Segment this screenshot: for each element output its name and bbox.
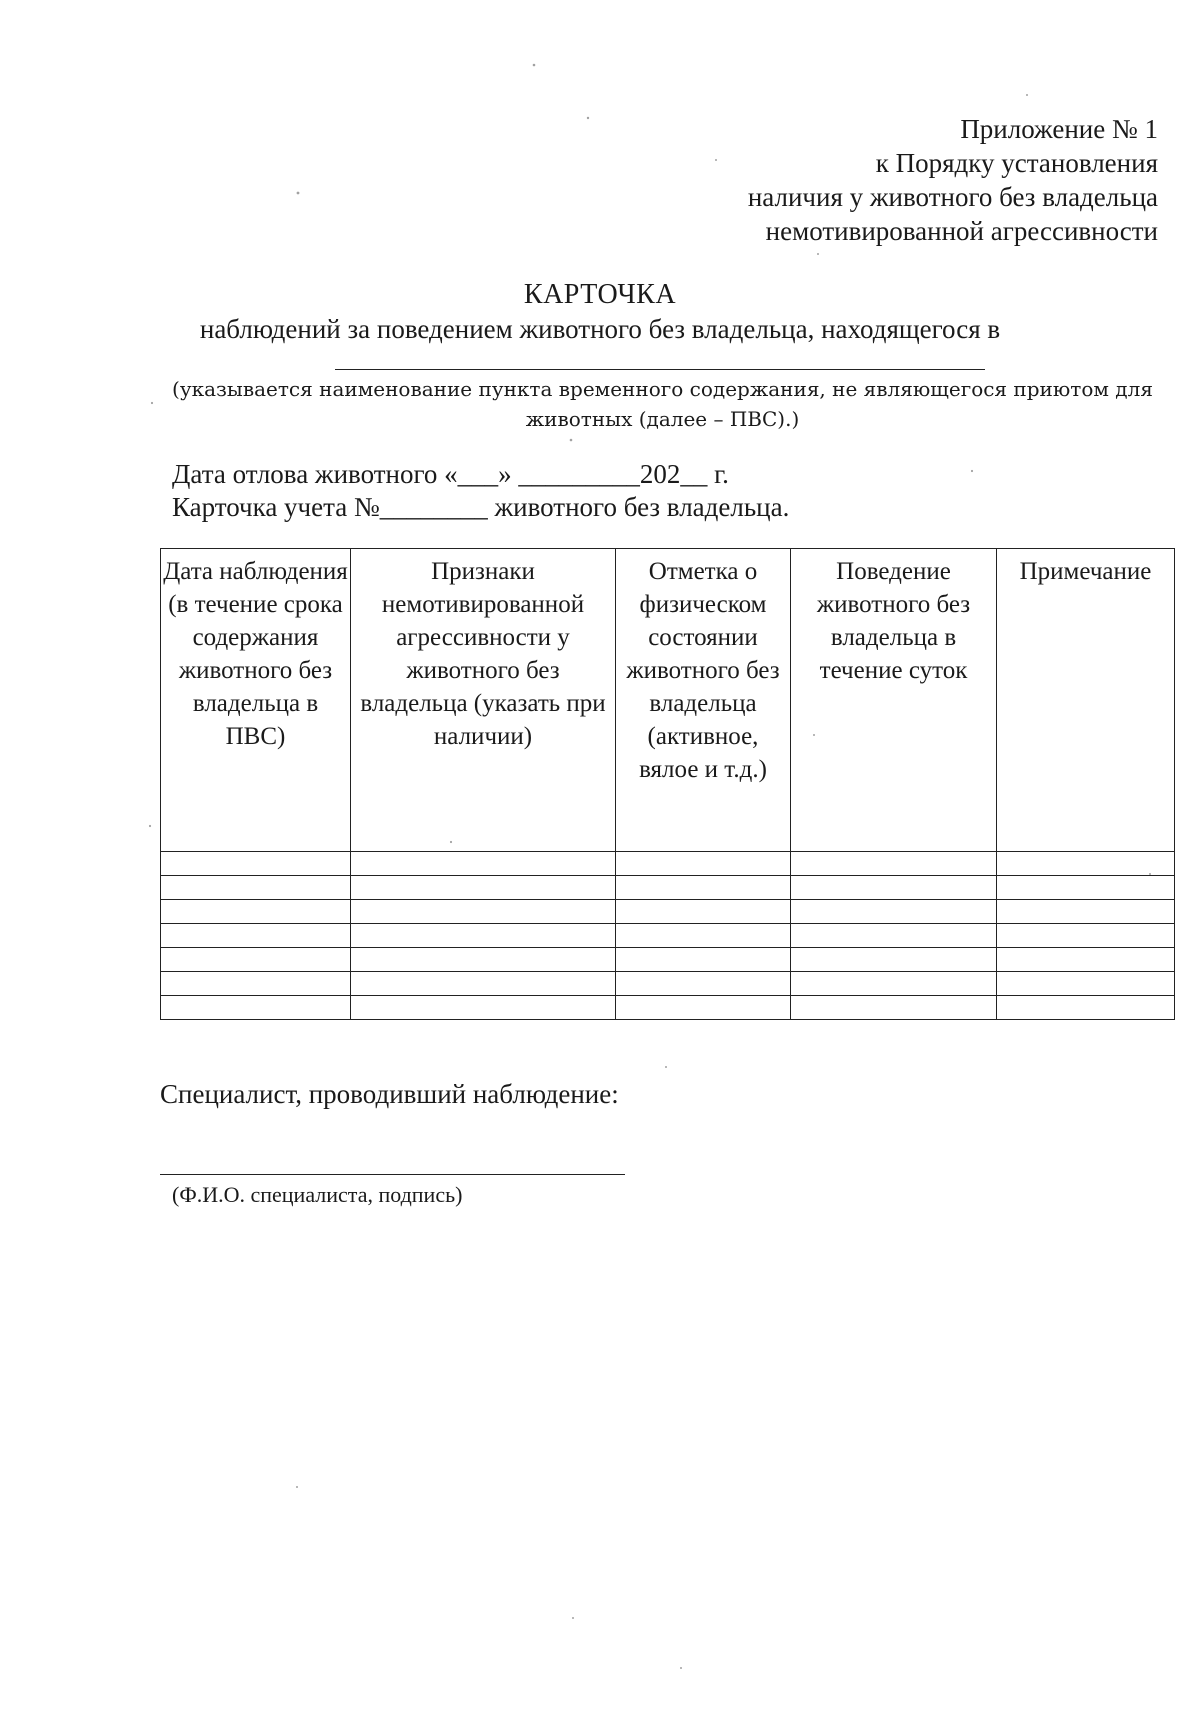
table-cell [616,900,791,924]
table-cell [351,924,616,948]
table-cell [997,876,1175,900]
signature-line [160,1174,625,1175]
capture-date-line: Дата отлова животного «___» _________202__ г. [172,459,729,489]
document-subtitle: наблюдений за поведением животного без владельца, находящегося в [199,314,1001,344]
table-cell [161,948,351,972]
table-cell [997,972,1175,996]
header-aggression-signs: Признаки немотивированной агрессивности у животного без владельца (указать при наличии) [351,549,616,852]
table-cell [616,996,791,1020]
table-row [161,924,1175,948]
table-cell [616,876,791,900]
table-cell [997,924,1175,948]
header-physical-state: Отметка о физическом состоянии животного без владельца (активное, вялое и т.д.) [616,549,791,852]
header-notes: Примечание [997,549,1175,852]
table-cell [791,924,997,948]
table-cell [997,948,1175,972]
table-cell [791,900,997,924]
table-cell [161,996,351,1020]
table-cell [791,948,997,972]
table-row [161,900,1175,924]
table-cell [351,996,616,1020]
table-cell [791,972,997,996]
table-cell [351,852,616,876]
record-card-line: Карточка учета №________ животного без владельца. [172,492,790,522]
table-row [161,948,1175,972]
table-cell [161,876,351,900]
table-cell [616,972,791,996]
table-row [161,852,1175,876]
table-row [161,972,1175,996]
table-cell [161,900,351,924]
appendix-line: наличия у животного без владельца [747,182,1158,212]
appendix-line: немотивированной агрессивности [765,216,1158,246]
appendix-line: Приложение № 1 [960,114,1158,144]
header-observation-date: Дата наблюдения (в течение срока содержания животного без владельца в ПВС) [161,549,351,852]
specialist-label: Специалист, проводивший наблюдение: [160,1079,619,1109]
facility-hint: (указывается наименование пункта временного содержания, не являющегося приютом для животных (далее – ПВС).) [172,377,1153,431]
appendix-reference [748,112,1158,248]
table-cell [616,948,791,972]
table-cell [161,852,351,876]
document-title: КАРТОЧКА [523,279,677,310]
table-cell [351,948,616,972]
signature-caption: (Ф.И.О. специалиста, подпись) [172,1182,463,1207]
appendix-line: к Порядку установления [875,148,1158,178]
table-cell [997,900,1175,924]
table-cell [616,924,791,948]
table-row [161,996,1175,1020]
facility-name-blank [335,369,985,370]
table-cell [161,972,351,996]
table-cell [791,852,997,876]
header-daily-behavior: Поведение животного без владельца в течение суток [791,549,997,852]
observation-table [160,548,1175,1020]
table-cell [997,852,1175,876]
table-cell [351,972,616,996]
table-cell [351,900,616,924]
table-cell [791,876,997,900]
table-cell [997,996,1175,1020]
table-cell [616,852,791,876]
table-row [161,876,1175,900]
table-cell [351,876,616,900]
table-cell [791,996,997,1020]
table-cell [161,924,351,948]
table-header-row [161,549,1175,852]
table-body [161,852,1175,1020]
capture-info [172,458,789,524]
